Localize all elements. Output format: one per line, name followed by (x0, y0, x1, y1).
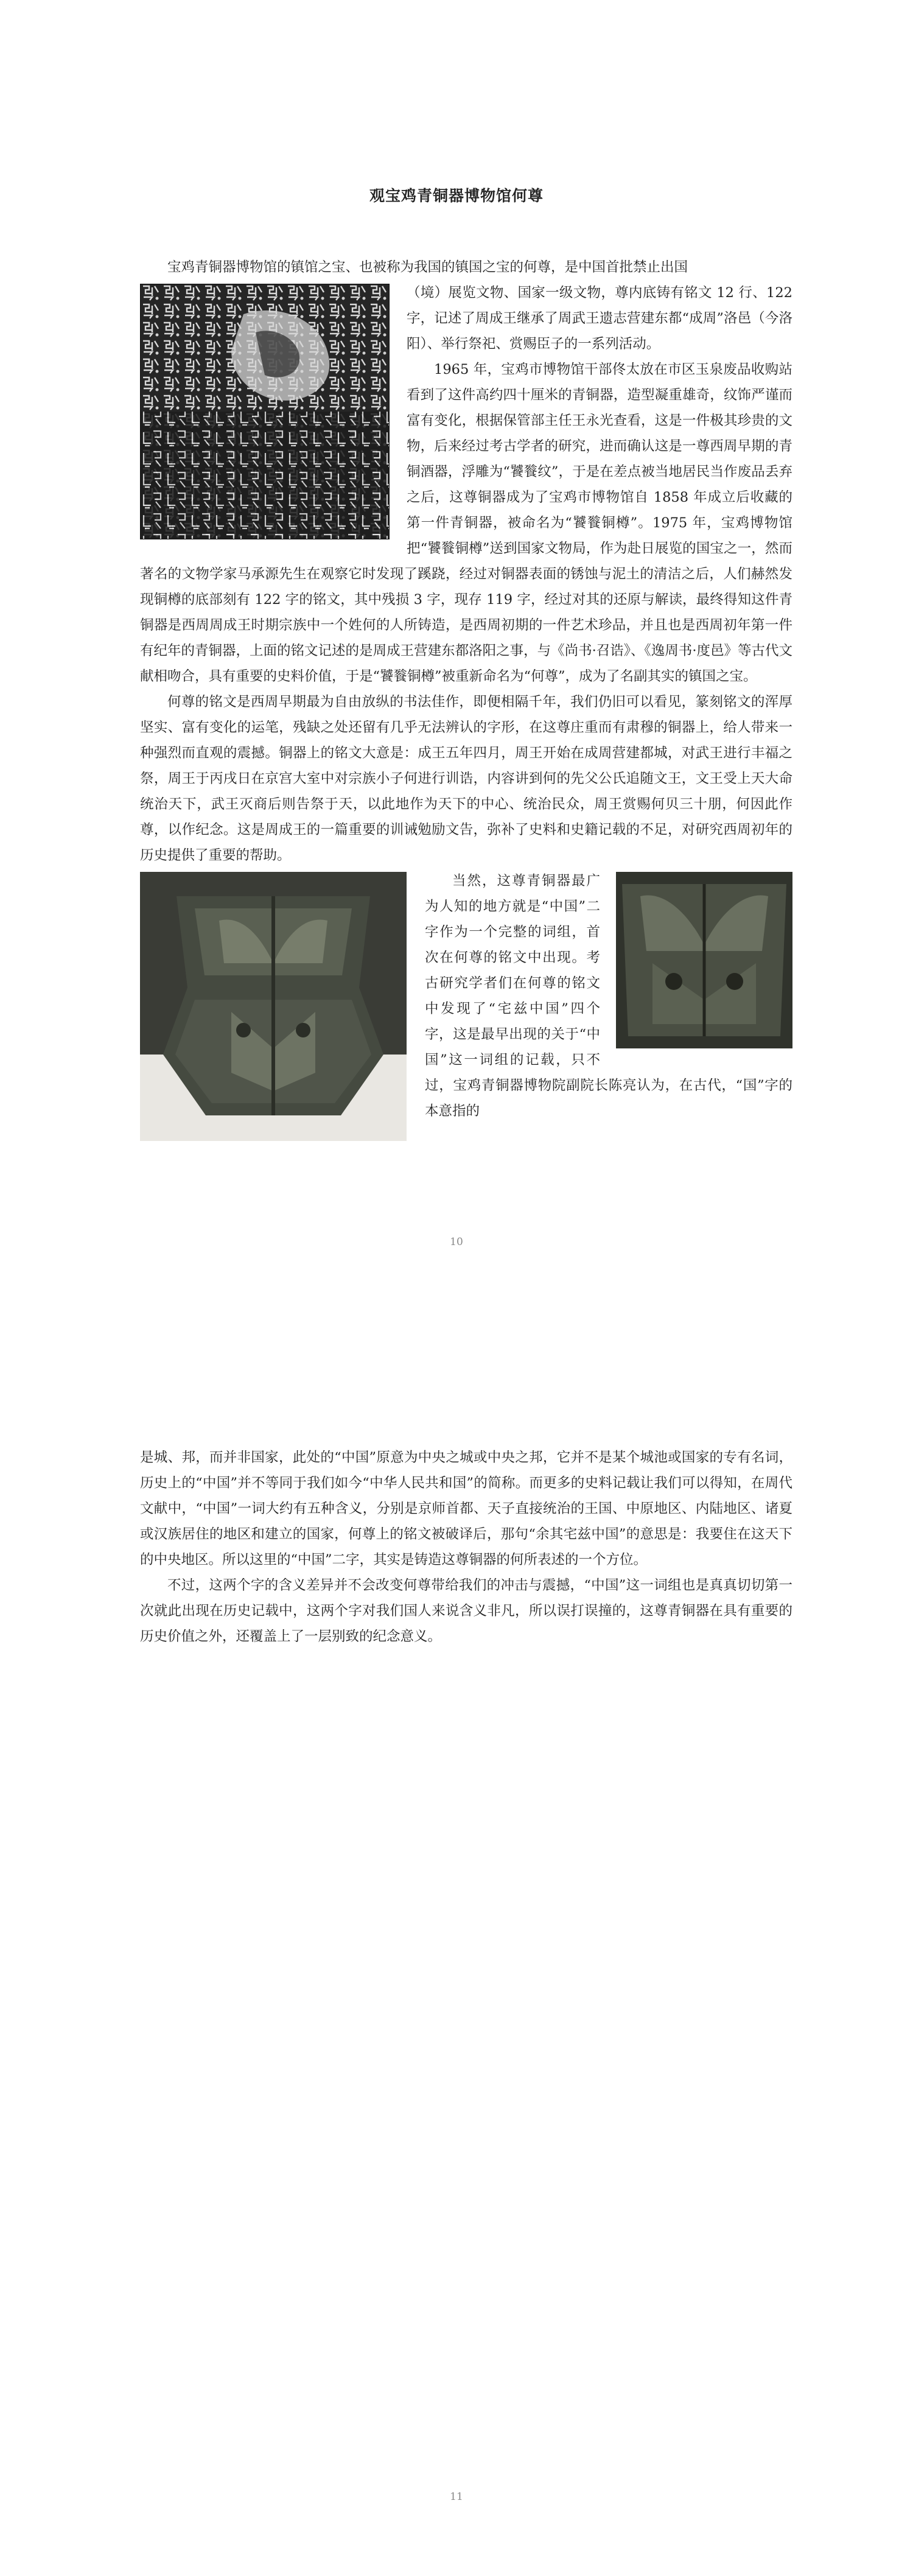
bronze-vessel-detail-icon (616, 872, 792, 1048)
inscription-rubbing-image (140, 284, 390, 539)
paragraph-intro-lead: 宝鸡青铜器博物馆的镇馆之宝、也被称为我国的镇国之宝的何尊，是中国首批禁止出国 (167, 259, 688, 275)
inscription-rubbing-icon (140, 284, 390, 539)
paragraph-intro-rest: （境）展览文物、国家一级文物，尊内底铸有铭文 12 行、122 字，记述了周成王继承了周武王遗志营建东都“成周”洛邑（今洛阳）、举行祭祀、赏赐臣子的一系列活动。 (407, 285, 792, 352)
paragraph-discovery: 1965 年，宝鸡市博物馆干部佟太放在市区玉泉废品收购站看到了这件高约四十厘米的青铜器，造型凝重雄奇，纹饰严谨而富有变化，根据保管部主任王永光查看，这是一件极其珍贵的文物，后来经过考古学者的研究，进而确认这是一尊西周早期的青铜酒器，浮雕为“饕餮纹”，于是在差点被当地居民当作废品丢弃之后，这尊铜器成为了宝鸡市博物馆自 1858 年成立后收藏的第一件青铜器，被命名为“饕餮铜樽”。1975 年，宝鸡博物馆把“饕餮铜樽”送到国家文物局，作为赴日展览的国宝之一，然而著名的文物学家马承源先生在观察它时发现了蹊跷，经过对铜器表面的锈蚀与泥土的清洁之后，人们赫然发现铜樽的底部刻有 122 字的铭文，其中残损 3 字，现存 119 字，经过对其的还原与解读，最终得知这件青铜器是西周周成王时期宗族中一个姓何的人所铸造，是西周初期的一件艺术珍品，并且也是西周初年第一件有纪年的青铜器，上面的铭文记述的是周成王营建东都洛阳之事，与《尚书·召诰》、《逸周书·度邑》等古代文献相吻合，具有重要的史料价值，于是“饕餮铜樽”被重新命名为“何尊”，成为了名副其实的镇国之宝。 (140, 362, 792, 684)
paragraph-inscription: 何尊的铭文是西周早期最为自由放纵的书法佳作，即便相隔千年，我们仍旧可以看见，篆刻铭文的浑厚坚实、富有变化的运笔，残缺之处还留有几乎无法辨认的字形，在这尊庄重而有肃穆的铜器上，给人带来一种强烈而直观的震撼。铜器上的铭文大意是：成王五年四月，周王开始在成周营建都城，对武王进行丰福之祭，周王于丙戌日在京宫大室中对宗族小子何进行训诰，内容讲到何的先父公氏追随文王，文王受上天大命统治天下，武王灭商后则告祭于天，以此地作为天下的中心、统治民众，周王赏赐何贝三十朋，何因此作尊，以作纪念。这是周成王的一篇重要的训诫勉励文告，弥补了史料和史籍记载的不足，对研究西周初年的历史提供了重要的帮助。 (140, 694, 792, 863)
bronze-vessel-detail-image (616, 872, 792, 1048)
article-body (140, 254, 792, 1141)
page-number: 11 (450, 2491, 463, 2503)
paragraph-zhongguo: 当然，这尊青铜器最广为人知的地方就是“中国”二字作为一个完整的词组，首次在何尊的铭文中出现。考古研究学者们在何尊的铭文中发现了“宅兹中国”四个字，这是最早出现的关于“中国”这一词组的记载，只不过，宝鸡青铜器博物院副院长陈亮认为，在古代，“国”字的本意指的 (425, 873, 792, 1119)
document-page-2 (0, 1288, 913, 2576)
paragraph-conclusion: 不过，这两个字的含义差异并不会改变何尊带给我们的冲击与震撼，“中国”这一词组也是真真切切第一次就此出现在历史记载中，这两个字对我们国人来说含义非凡，所以误打误撞的，这尊青铜器在具有重要的历史价值之外，还覆盖上了一层别致的纪念意义。 (140, 1578, 792, 1644)
article-title: 观宝鸡青铜器博物馆何尊 (369, 187, 544, 205)
page-number: 10 (450, 1236, 463, 1248)
bronze-vessel-front-image (140, 872, 407, 1141)
paragraph-zhongguo-continued: 是城、邦，而并非国家，此处的“中国”原意为中央之城或中央之邦，它并不是某个城池或国家的专有名词，历史上的“中国”并不等同于我们如今“中华人民共和国”的简称。而更多的史料记载让我们可以得知，在周代文献中，“中国”一词大约有五种含义，分别是京师首都、天子直接统治的王国、中原地区、内陆地区、诸夏或汉族居住的地区和建立的国家，何尊上的铭文被破译后，那句“余其宅兹中国”的意思是：我要住在这天下的中央地区。所以这里的“中国”二字，其实是铸造这尊铜器的何所表述的一个方位。 (140, 1450, 792, 1568)
article-body-continued (140, 1445, 792, 1649)
bronze-vessel-front-icon (140, 872, 407, 1141)
